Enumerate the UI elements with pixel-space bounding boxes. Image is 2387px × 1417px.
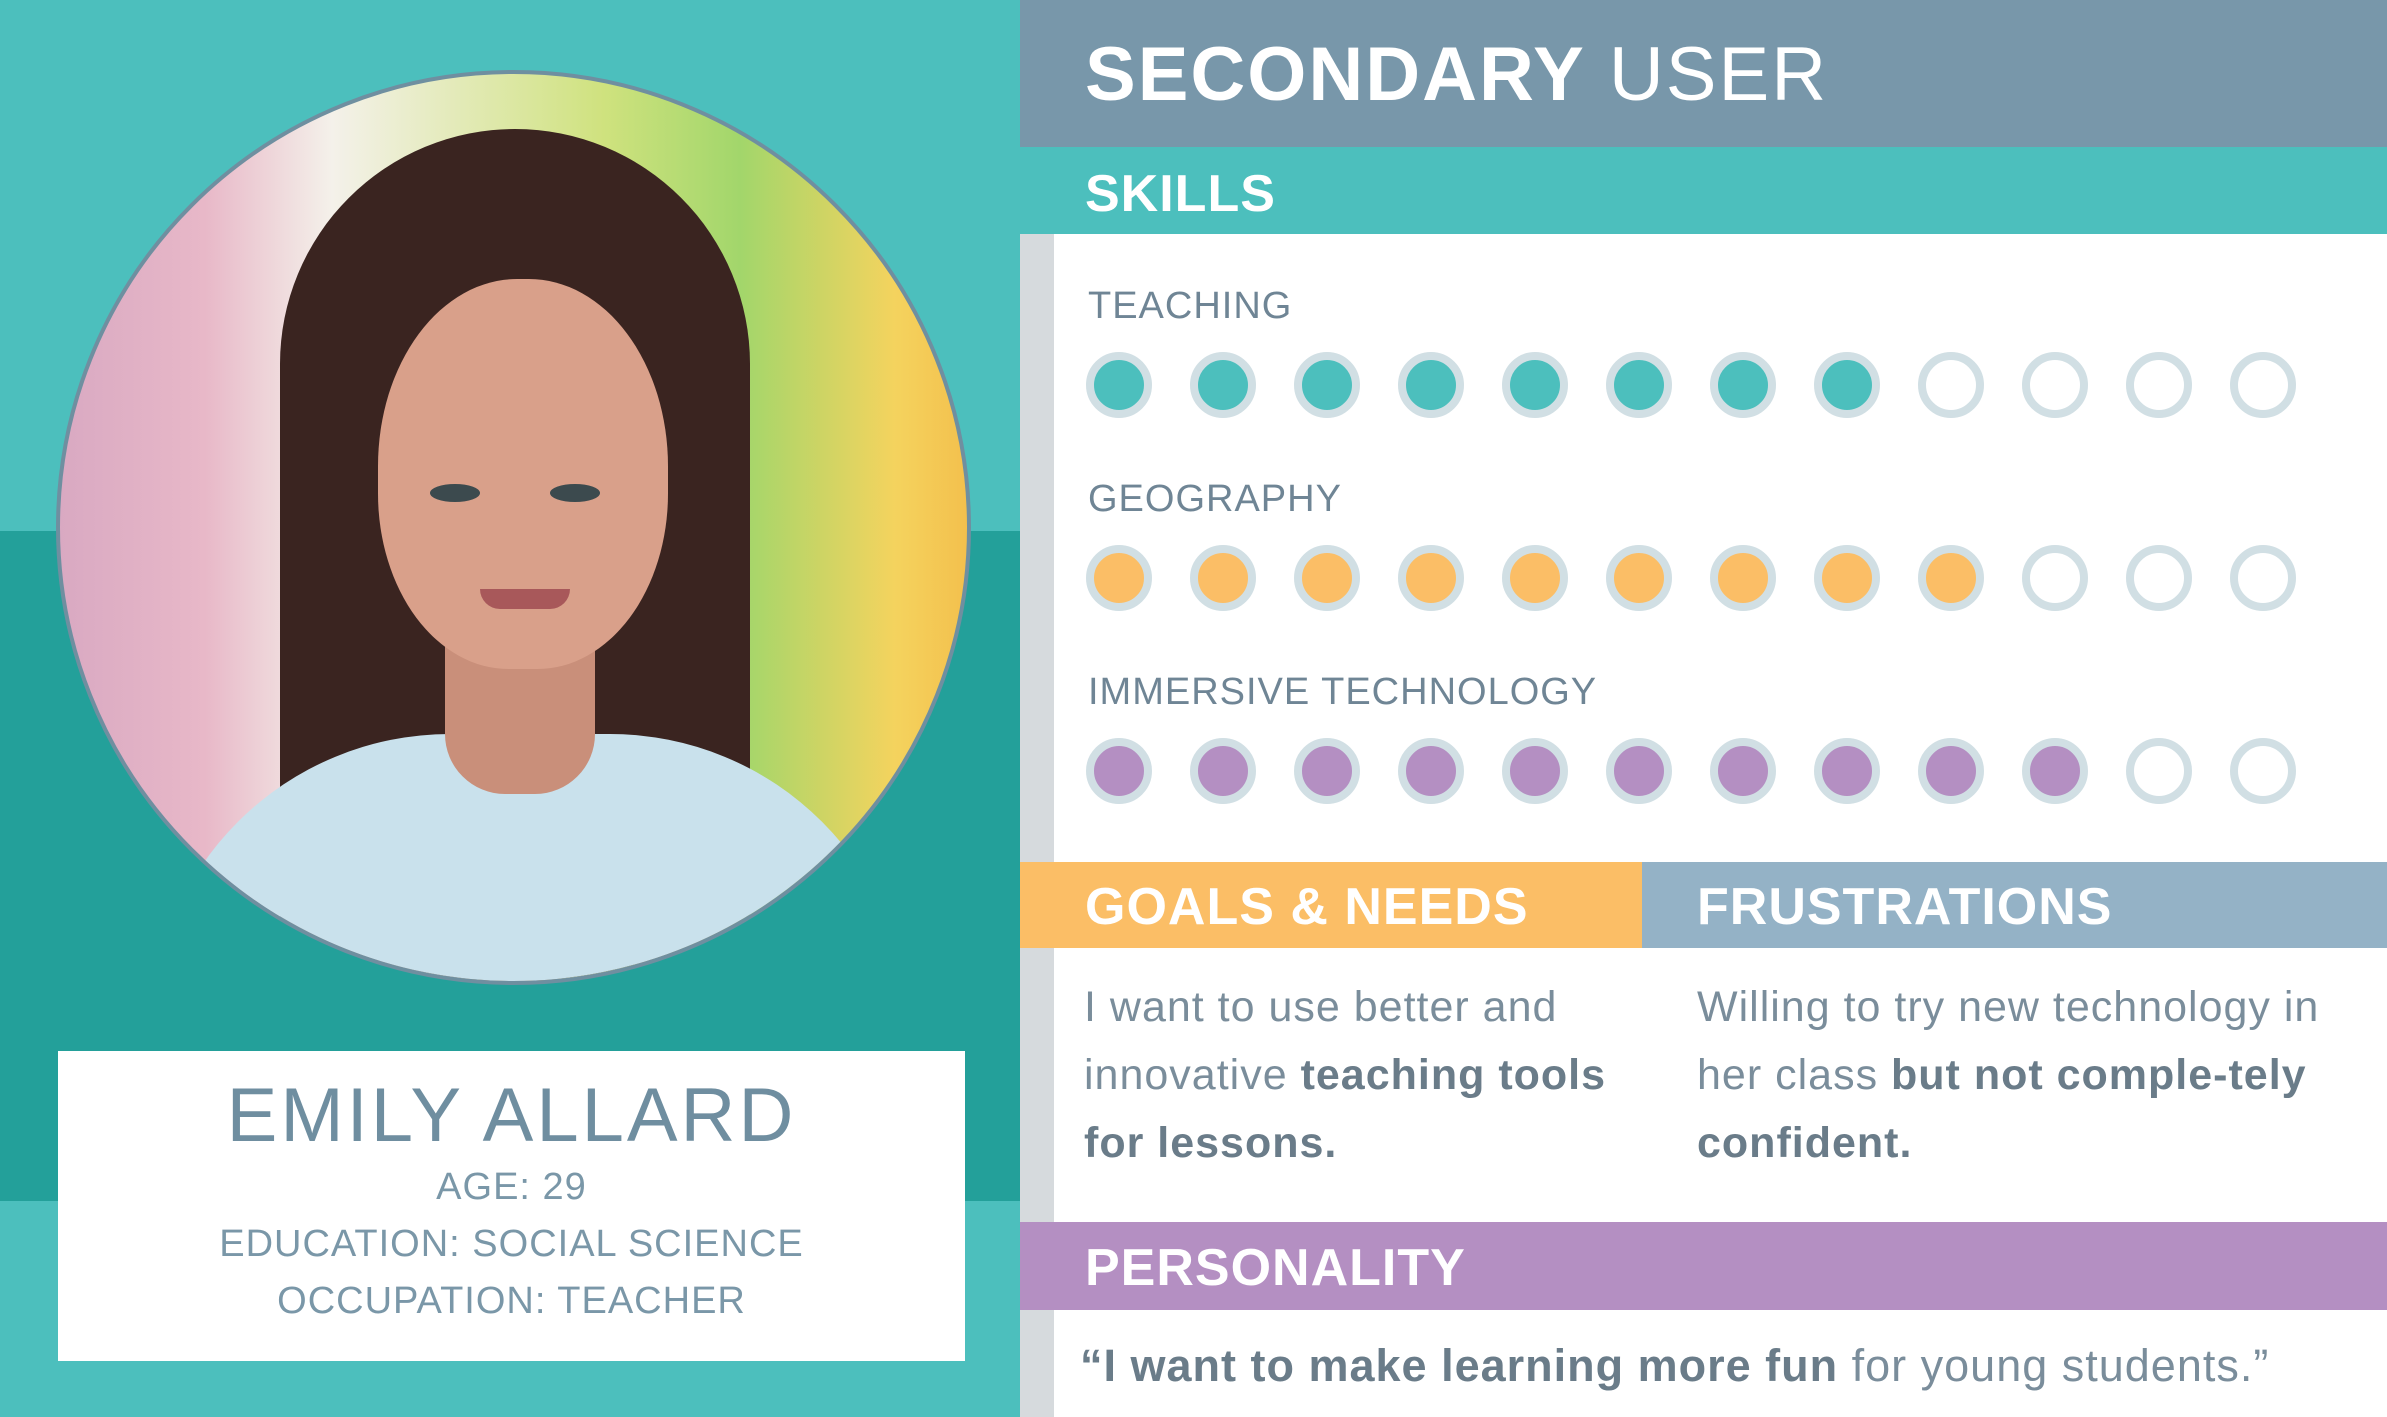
frustrations-text-bold: but not comple-tely confident. xyxy=(1697,1051,2307,1167)
skill-dot-filled xyxy=(2022,738,2088,804)
skills-title: SKILLS xyxy=(1085,165,1276,223)
skill-dot-filled xyxy=(1086,738,1152,804)
skill-dot-filled xyxy=(1398,545,1464,611)
frustrations-text xyxy=(1697,973,2337,1177)
skill-dot-filled xyxy=(1814,738,1880,804)
skill-dot-empty xyxy=(2230,738,2296,804)
page-title xyxy=(1085,30,1828,120)
skill-dot-filled xyxy=(1606,545,1672,611)
photo-eye xyxy=(430,484,480,502)
skill-dot-empty xyxy=(2126,352,2192,418)
skill-dot-filled xyxy=(1814,352,1880,418)
skill-dot-filled xyxy=(1710,545,1776,611)
name-card xyxy=(58,1051,965,1361)
quote-bold: “I want to make learning more fun xyxy=(1080,1340,1839,1391)
title-light: USER xyxy=(1608,32,1829,117)
skill-dot-empty xyxy=(2126,738,2192,804)
skill-dot-empty xyxy=(2230,352,2296,418)
skill-dot-filled xyxy=(1190,738,1256,804)
skill-label-geography: GEOGRAPHY xyxy=(1088,478,1342,520)
skill-dot-filled xyxy=(1606,352,1672,418)
skill-dot-empty xyxy=(1918,352,1984,418)
skill-dot-filled xyxy=(1814,545,1880,611)
photo-face xyxy=(378,279,668,669)
skill-dot-empty xyxy=(2230,545,2296,611)
skill-dot-filled xyxy=(1502,545,1568,611)
goals-text-plain: I want to use better and innovative xyxy=(1084,983,1558,1099)
skill-dot-filled xyxy=(1086,352,1152,418)
photo-smile xyxy=(480,589,570,609)
personality-quote xyxy=(1080,1336,2269,1396)
goals-text-bold: teaching tools for lessons. xyxy=(1084,1051,1607,1167)
skill-dot-filled xyxy=(1398,352,1464,418)
skill-dot-filled xyxy=(1606,738,1672,804)
persona-occupation: OCCUPATION: TEACHER xyxy=(277,1280,746,1322)
skill-dot-empty xyxy=(2022,352,2088,418)
skill-dot-filled xyxy=(1190,352,1256,418)
skill-dot-filled xyxy=(1398,738,1464,804)
skill-dot-filled xyxy=(1502,352,1568,418)
skill-dot-filled xyxy=(1710,738,1776,804)
skill-dot-filled xyxy=(1294,545,1360,611)
frustrations-text-plain: Willing to try new technology in her class xyxy=(1697,983,2320,1099)
frustrations-title: FRUSTRATIONS xyxy=(1697,878,2113,936)
skill-dot-empty xyxy=(2022,545,2088,611)
photo-eye xyxy=(550,484,600,502)
skill-dot-filled xyxy=(1710,352,1776,418)
skill-dot-filled xyxy=(1294,352,1360,418)
skill-dot-filled xyxy=(1190,545,1256,611)
portrait-photo-icon xyxy=(56,70,971,985)
skill-dot-filled xyxy=(1294,738,1360,804)
title-bold: SECONDARY xyxy=(1085,32,1586,117)
skill-label-teaching: TEACHING xyxy=(1088,285,1293,327)
skill-label-immersive-technology: IMMERSIVE TECHNOLOGY xyxy=(1088,671,1598,713)
persona-profile-panel xyxy=(0,0,1020,1417)
quote-plain: for young students.” xyxy=(1838,1340,2270,1391)
persona-name: EMILY ALLARD xyxy=(226,1073,797,1158)
skill-dot-filled xyxy=(1502,738,1568,804)
goals-text xyxy=(1084,973,1624,1177)
goals-title: GOALS & NEEDS xyxy=(1085,878,1529,936)
skill-dot-empty xyxy=(2126,545,2192,611)
persona-education: EDUCATION: SOCIAL SCIENCE xyxy=(219,1223,804,1265)
skill-dot-filled xyxy=(1918,545,1984,611)
skill-dot-filled xyxy=(1918,738,1984,804)
personality-title: PERSONALITY xyxy=(1085,1239,1466,1297)
skill-dot-filled xyxy=(1086,545,1152,611)
persona-age: AGE: 29 xyxy=(436,1166,587,1208)
